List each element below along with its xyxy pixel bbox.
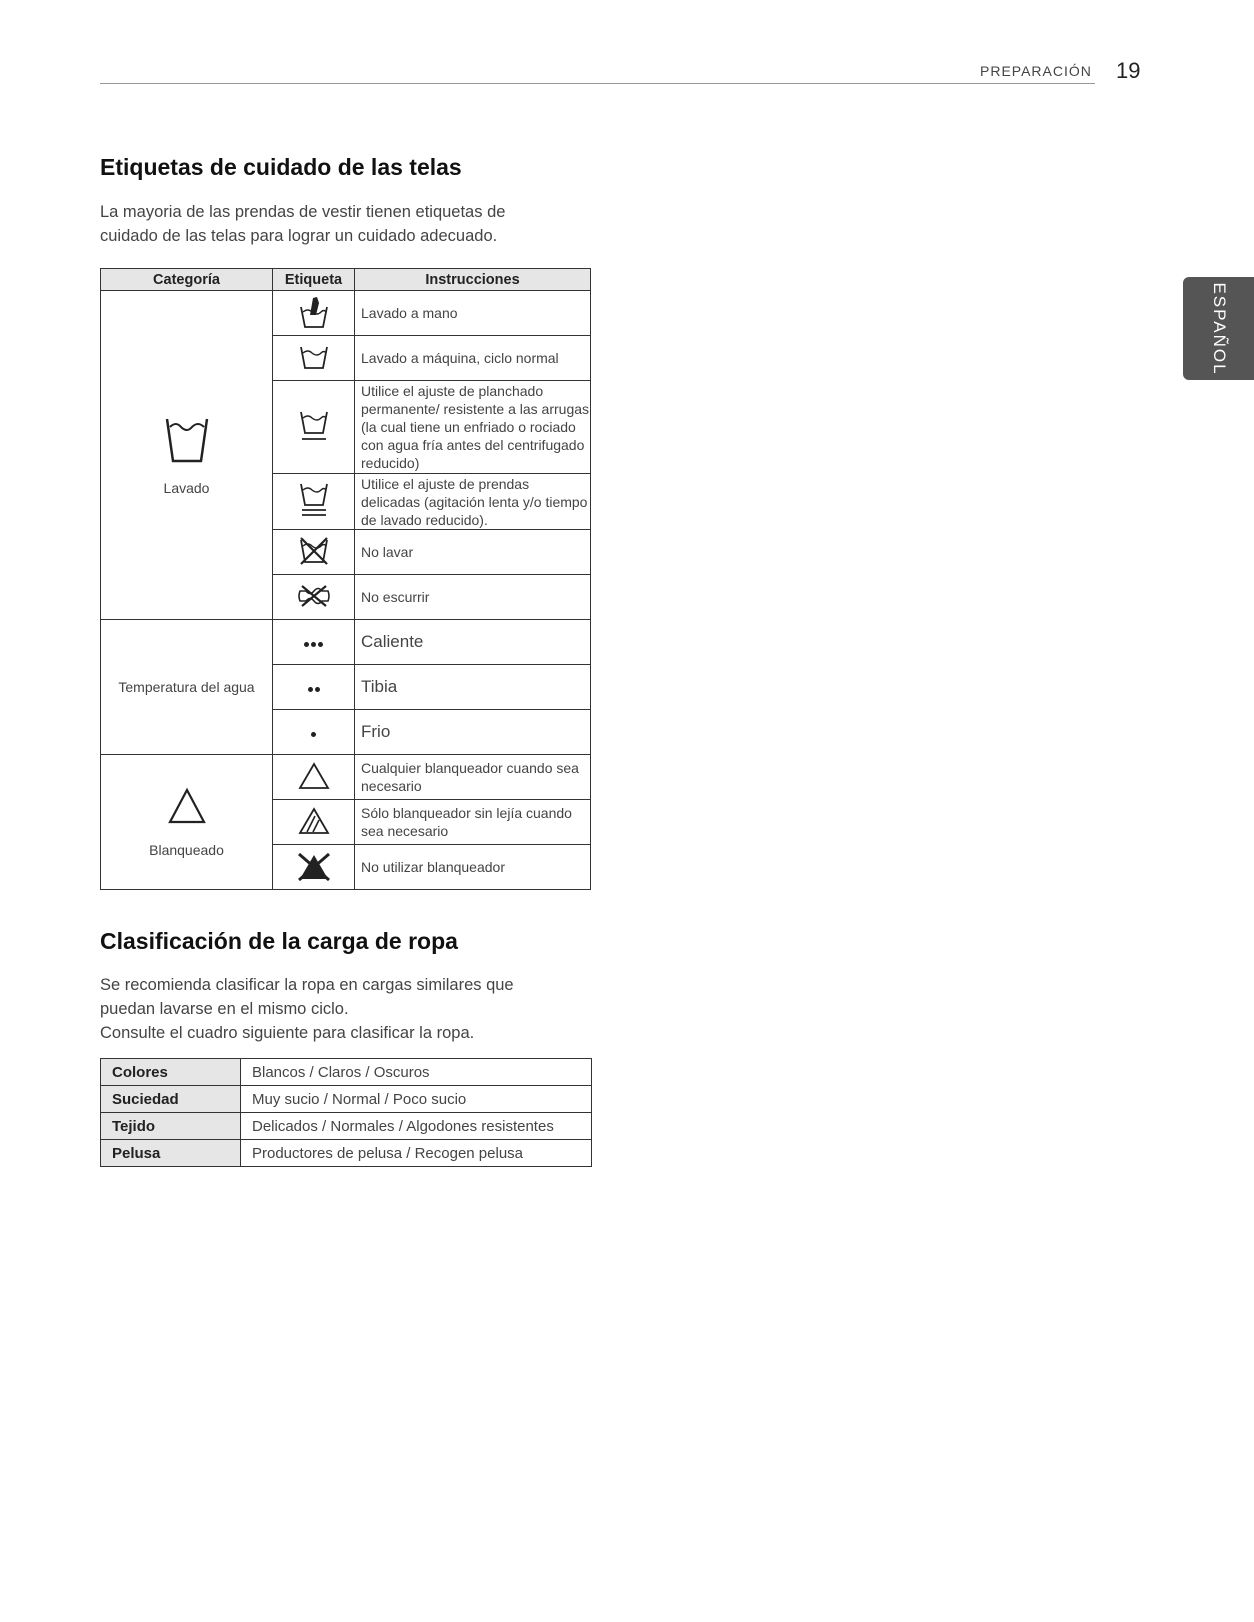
- sorting-value: Productores de pelusa / Recogen pelusa: [241, 1140, 592, 1167]
- section-name: PREPARACIÓN: [980, 63, 1092, 79]
- one-dot-icon: [273, 710, 355, 755]
- wash-tub-icon: [165, 415, 209, 465]
- table-row: [101, 1059, 592, 1086]
- care-labels-table: [100, 268, 591, 890]
- header-rule: [100, 83, 1095, 84]
- page-number: 19: [1116, 58, 1141, 83]
- instruction-text: Caliente: [355, 620, 591, 665]
- category-label: Blanqueado: [149, 841, 224, 858]
- hand-wash-icon: [273, 291, 355, 336]
- table-row: [101, 755, 591, 800]
- care-labels-intro: [100, 200, 620, 248]
- category-wash: [101, 291, 273, 620]
- instruction-text: No lavar: [355, 530, 591, 575]
- machine-wash-icon: [273, 336, 355, 381]
- bleach-triangle-icon: [167, 787, 207, 825]
- table-row: [101, 1140, 592, 1167]
- sorting-intro-line-1: Se recomienda clasificar la ropa en cargas similares que: [100, 976, 514, 994]
- do-not-wash-icon: [273, 530, 355, 575]
- instruction-text: Tibia: [355, 665, 591, 710]
- three-dots-icon: [273, 620, 355, 665]
- instruction-text: No escurrir: [355, 575, 591, 620]
- instruction-text: Lavado a mano: [355, 291, 591, 336]
- column-header-label: Etiqueta: [273, 269, 355, 291]
- permanent-press-icon: [273, 381, 355, 474]
- table-row: [101, 291, 591, 336]
- category-water-temperature: [101, 620, 273, 755]
- column-header-category: Categoría: [101, 269, 273, 291]
- sorting-key: Suciedad: [101, 1086, 241, 1113]
- instruction-text: Lavado a máquina, ciclo normal: [355, 336, 591, 381]
- bleach-triangle-icon: [273, 755, 355, 800]
- sorting-key: Pelusa: [101, 1140, 241, 1167]
- sorting-value: Muy sucio / Normal / Poco sucio: [241, 1086, 592, 1113]
- instruction-text: Cualquier blanqueador cuando sea necesario: [355, 755, 591, 800]
- sorting-table: [100, 1058, 592, 1167]
- column-header-instructions: Instrucciones: [355, 269, 591, 291]
- category-label: Temperatura del agua: [118, 679, 255, 695]
- sorting-intro-line-3: Consulte el cuadro siguiente para clasificar la ropa.: [100, 1024, 475, 1042]
- two-dots-icon: [273, 665, 355, 710]
- sorting-key: Colores: [101, 1059, 241, 1086]
- non-chlorine-bleach-icon: [273, 800, 355, 845]
- sorting-key: Tejido: [101, 1113, 241, 1140]
- language-tab: [1183, 277, 1254, 380]
- sorting-title: Clasificación de la carga de ropa: [100, 928, 458, 954]
- language-tab-label: ESPAÑOL: [1209, 281, 1229, 376]
- instruction-text: Utilice el ajuste de planchado permanente/ resistente a las arrugas (la cual tiene un enfriado o rociado con agua fría antes del centrifugado reducido): [355, 381, 591, 474]
- sorting-intro: [100, 973, 620, 1045]
- care-table-header: [101, 269, 591, 291]
- instruction-text: Frio: [355, 710, 591, 755]
- do-not-wring-icon: [273, 575, 355, 620]
- category-bleach: [101, 755, 273, 890]
- table-row: [101, 1086, 592, 1113]
- instruction-text: Sólo blanqueador sin lejía cuando sea necesario: [355, 800, 591, 845]
- care-intro-line-2: cuidado de las telas para lograr un cuidado adecuado.: [100, 227, 498, 245]
- category-label: Lavado: [163, 479, 210, 496]
- instruction-text: Utilice el ajuste de prendas delicadas (agitación lenta y/o tiempo de lavado reducido).: [355, 474, 591, 530]
- sorting-intro-line-2: puedan lavarse en el mismo ciclo.: [100, 1000, 349, 1018]
- table-row: [101, 1113, 592, 1140]
- delicate-wash-icon: [273, 474, 355, 530]
- sorting-value: Blancos / Claros / Oscuros: [241, 1059, 592, 1086]
- sorting-value: Delicados / Normales / Algodones resistentes: [241, 1113, 592, 1140]
- care-labels-title: Etiquetas de cuidado de las telas: [100, 154, 462, 180]
- care-intro-line-1: La mayoria de las prendas de vestir tienen etiquetas de: [100, 203, 506, 221]
- instruction-text: No utilizar blanqueador: [355, 845, 591, 890]
- table-row: [101, 620, 591, 665]
- do-not-bleach-icon: [273, 845, 355, 890]
